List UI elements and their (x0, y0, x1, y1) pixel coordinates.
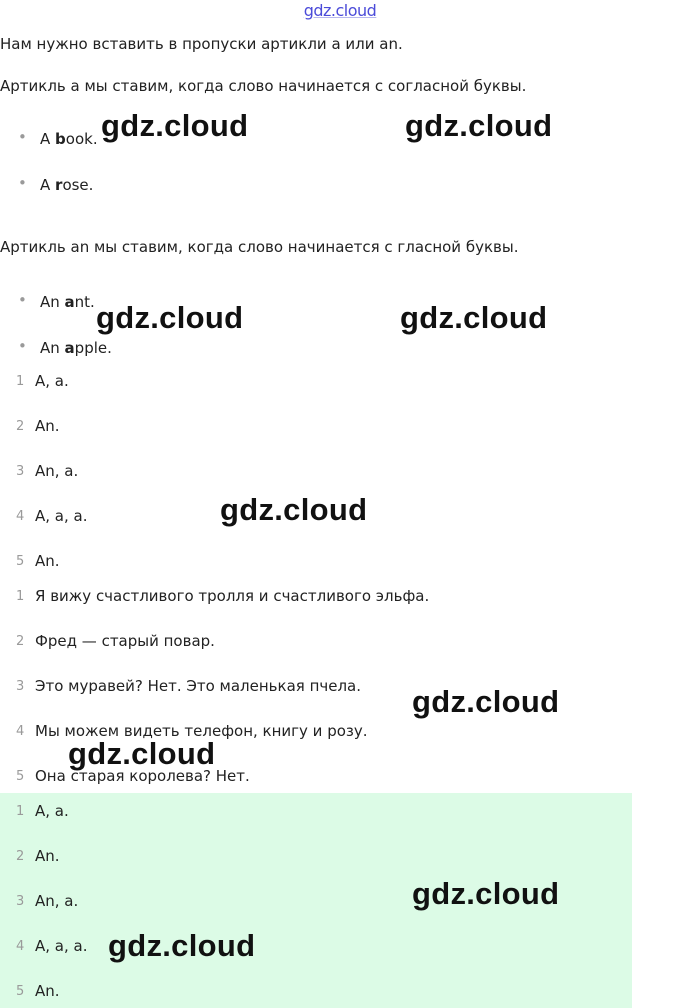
final-answer-item: A, a. (35, 802, 69, 820)
watermark: gdz.cloud (68, 736, 216, 771)
watermark: gdz.cloud (96, 300, 244, 335)
list-number: 2 (16, 849, 25, 864)
watermark: gdz.cloud (405, 108, 553, 143)
bullet-icon: • (18, 174, 27, 192)
answer-item: An. (35, 552, 60, 570)
example-a-1: A book. (40, 130, 98, 148)
list-number: 1 (16, 589, 25, 604)
final-answer-item: An. (35, 847, 60, 865)
final-answer-item: A, a, a. (35, 937, 88, 955)
translation-item: Фред — старый повар. (35, 632, 215, 650)
example-an-2: An apple. (40, 339, 112, 357)
translation-item: Я вижу счастливого тролля и счастливого эльфа. (35, 587, 430, 605)
watermark: gdz.cloud (220, 492, 368, 527)
bullet-icon: • (18, 128, 27, 146)
example-a-2: A rose. (40, 176, 94, 194)
bullet-icon: • (18, 291, 27, 309)
watermark: gdz.cloud (400, 300, 548, 335)
list-number: 3 (16, 679, 25, 694)
answer-item: A, a, a. (35, 507, 88, 525)
rule-an-text: Артикль an мы ставим, когда слово начинается с гласной буквы. (0, 238, 519, 256)
list-number: 1 (16, 804, 25, 819)
final-answer-item: An. (35, 982, 60, 1000)
answer-item: An, a. (35, 462, 79, 480)
list-number: 5 (16, 554, 25, 569)
list-number: 1 (16, 374, 25, 389)
bullet-icon: • (18, 337, 27, 355)
list-number: 4 (16, 939, 25, 954)
watermark: gdz.cloud (101, 108, 249, 143)
translation-item: Мы можем видеть телефон, книгу и розу. (35, 722, 368, 740)
list-number: 5 (16, 769, 25, 784)
list-number: 5 (16, 984, 25, 999)
translation-item: Это муравей? Нет. Это маленькая пчела. (35, 677, 362, 695)
final-answer-item: An, a. (35, 892, 79, 910)
site-logo[interactable]: gdz.cloud (303, 1, 377, 20)
list-number: 3 (16, 464, 25, 479)
intro-text: Нам нужно вставить в пропуски артикли a или an. (0, 35, 403, 53)
translation-item: Она старая королева? Нет. (35, 767, 250, 785)
watermark: gdz.cloud (412, 876, 560, 911)
answer-item: An. (35, 417, 60, 435)
list-number: 2 (16, 634, 25, 649)
answer-item: A, a. (35, 372, 69, 390)
rule-a-text: Артикль a мы ставим, когда слово начинается с согласной буквы. (0, 77, 527, 95)
watermark: gdz.cloud (108, 928, 256, 963)
list-number: 4 (16, 509, 25, 524)
example-an-1: An ant. (40, 293, 95, 311)
list-number: 3 (16, 894, 25, 909)
list-number: 2 (16, 419, 25, 434)
list-number: 4 (16, 724, 25, 739)
watermark: gdz.cloud (412, 684, 560, 719)
